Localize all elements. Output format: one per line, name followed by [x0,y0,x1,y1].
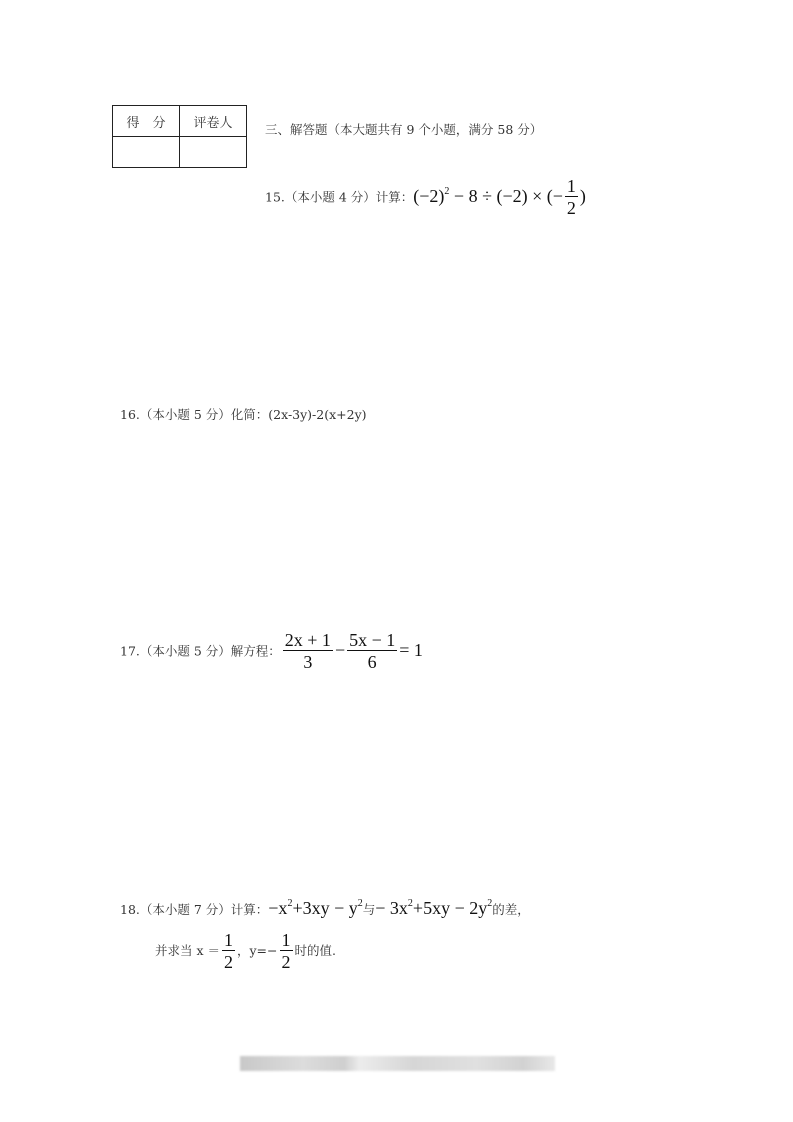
score-header: 得 分 [113,106,180,137]
q16-label: 16.（本小题 5 分）化简： [120,407,269,422]
section-heading: 三、解答题（本大题共有 9 个小题，满分 58 分） [265,122,543,137]
q17-equation: $\frac{2x + 1}{3}$ − $\frac{5x - 1}{6}$ = 1 [284,630,423,672]
question-15 [265,176,586,219]
grader-header: 评卷人 [180,106,247,137]
question-16 [120,404,367,423]
q18-line2: 并求当 x ＝ $\frac{1}{2}$ ，y=− $\frac{1}{2}$ 时的值. [155,930,336,972]
q18-expression: $-x^2+3xy - y^2$与− $3x^2+5xy - 2y^2$的差， [268,898,530,918]
q17-label: 17.（本小题 5 分）解方程： [120,643,281,659]
q15-label: 15.（本小题 4 分）计算： [265,189,414,205]
q18-label: 18.（本小题 7 分）计算： [120,902,269,917]
grader-cell[interactable] [180,137,247,168]
score-cell[interactable] [113,137,180,168]
question-18 [120,898,530,919]
question-17 [120,630,423,673]
blurred-footer [240,1056,555,1071]
q15-expression: $(-2)^2 - 8 \div (-2)$ × (− $\frac{1}{2}$ ) [413,176,586,218]
score-table [112,105,247,168]
q16-expression: (2x-3y)-2(x+2y) [268,407,367,422]
